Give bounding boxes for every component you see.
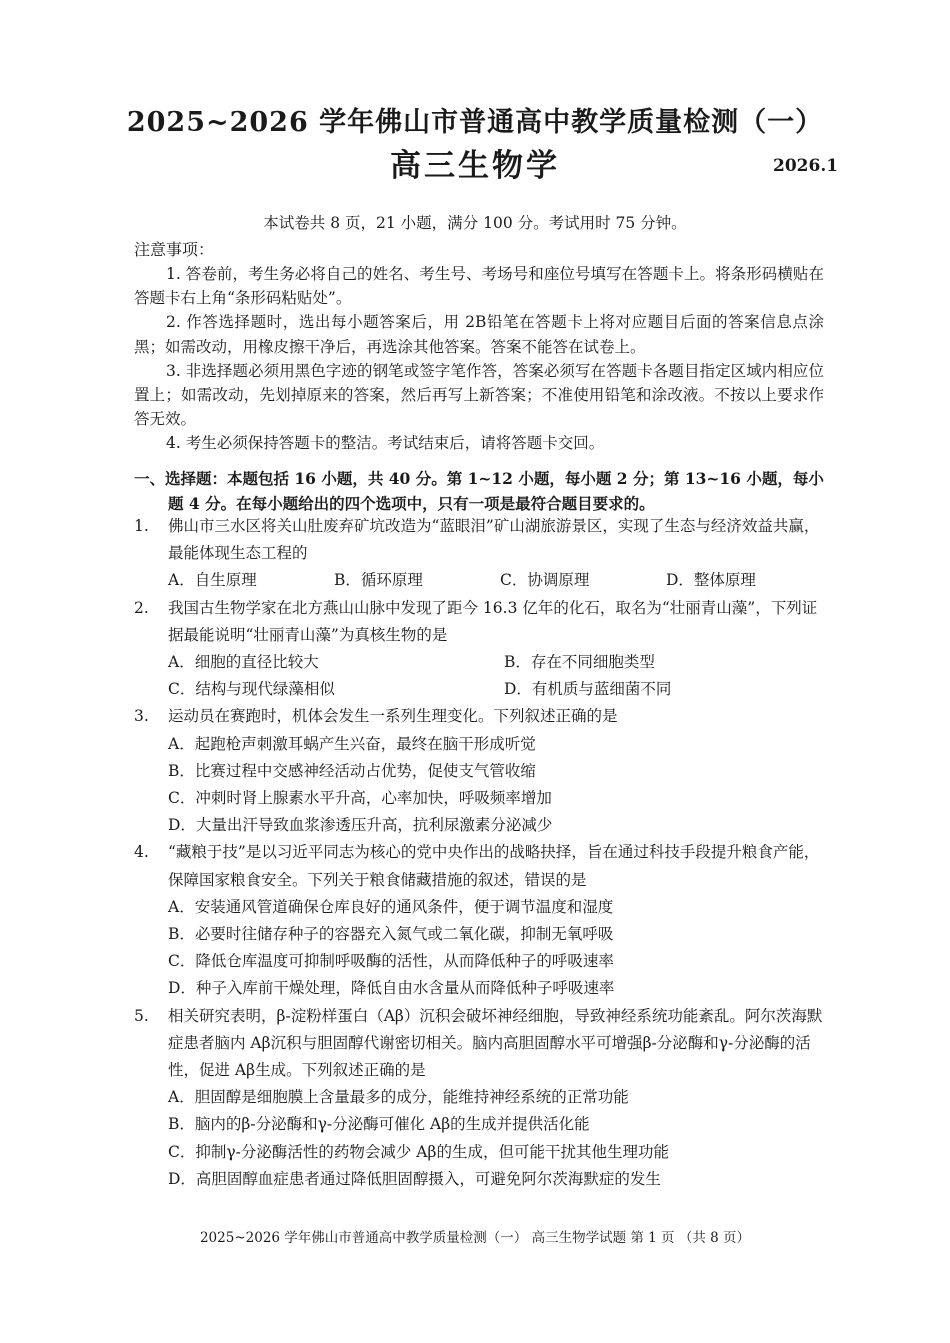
option-a: A．细胞的直径比较大 [168, 653, 319, 672]
note-item: 1. 答卷前，考生务必将自己的姓名、考生号、考场号和座位号填写在答题卡上。将条形码横贴在答题卡右上角“条形码粘贴处”。 [134, 265, 824, 308]
question-5 [134, 1003, 824, 1193]
option-c: C．冲刺时肾上腺素水平升高，心率加快，呼吸频率增加 [168, 789, 552, 808]
option-d: D．高胆固醇血症患者通过降低胆固醇摄入，可避免阿尔茨海默症的发生 [168, 1169, 661, 1188]
option-c: C．降低仓库温度可抑制呼吸酶的活性，从而降低种子的呼吸速率 [168, 952, 614, 971]
option-d: D．大量出汗导致血浆渗透压升高，抗利尿激素分泌减少 [168, 816, 553, 835]
question-3 [134, 703, 824, 839]
option-d: D．种子入库前干燥处理，降低自由水含量从而降低种子呼吸速率 [168, 979, 615, 998]
question-2 [134, 595, 824, 704]
question-stem: 相关研究表明，β-淀粉样蛋白（Aβ）沉积会破坏神经细胞，导致神经系统功能紊乱。阿尔茨海默症患者脑内 Aβ沉积与胆固醇代谢密切相关。脑内高胆固醇水平可增强β-分泌酶和γ-分泌酶的活性，促进 Aβ生成。下列叙述正确的是 [168, 1006, 823, 1080]
option-c: C．协调原理 [500, 571, 590, 590]
option-a: A．起跑枪声刺激耳蜗产生兴奋，最终在脑干形成听觉 [168, 734, 536, 753]
note-item: 2. 作答选择题时，选出每小题答案后，用 2B铅笔在答题卡上将对应题目后面的答案信息点涂黑；如需改动，用橡皮擦干净后，再选涂其他答案。答案不能答在试卷上。 [134, 313, 824, 356]
question-stem: 运动员在赛跑时，机体会发生一系列生理变化。下列叙述正确的是 [168, 707, 618, 726]
option-b: B．脑内的β-分泌酶和γ-分泌酶可催化 Aβ的生成并提供活化能 [168, 1115, 590, 1134]
option-d: D．有机质与蓝细菌不同 [504, 680, 672, 699]
option-a: A．安装通风管道确保仓库良好的通风条件，便于调节温度和湿度 [168, 897, 614, 916]
question-stem: 佛山市三水区将关山肚废弃矿坑改造为“蓝眼泪”矿山湖旅游景区，实现了生态与经济效益共赢，最能体现生态工程的 [168, 517, 820, 563]
question-number: 5. [134, 1006, 149, 1025]
note-item: 3. 非选择题必须用黑色字迹的钢笔或签字笔作答，答案必须写在答题卡各题目指定区域内相应位置上；如需改动，先划掉原来的答案，然后再写上新答案；不准使用铅笔和涂改液。不按以上要求作答无效。 [134, 361, 824, 429]
exam-title: 2025~2026 学年佛山市普通高中教学质量检测（一） [126, 107, 824, 138]
note-item: 4. 考生必须保持答题卡的整洁。考试结束后，请将答题卡交回。 [166, 434, 605, 453]
question-list [134, 513, 824, 1193]
question-number: 2. [134, 598, 149, 617]
exam-date: 2026.1 [773, 156, 839, 176]
question-4 [134, 839, 824, 1002]
section-heading: 一、选择题：本题包括 16 小题，共 40 分。第 1~12 小题，每小题 2 分；第 13~16 小题，每小题 4 分。在每小题给出的四个选项中，只有一项是最符合题目要求的。 [134, 469, 824, 513]
option-b: B．存在不同细胞类型 [504, 653, 655, 672]
question-number: 4. [134, 843, 149, 862]
question-stem: “藏粮于技”是以习近平同志为核心的党中央作出的战略抉择，旨在通过科技手段提升粮食产能，保障国家粮食安全。下列关于粮食储藏措施的叙述，错误的是 [168, 843, 820, 889]
option-b: B．必要时往储存种子的容器充入氮气或二氧化碳，抑制无氧呼吸 [168, 925, 614, 944]
option-a: A．胆固醇是细胞膜上含量最多的成分，能维持神经系统的正常功能 [168, 1088, 629, 1107]
option-b: B．比赛过程中交感神经活动占优势，促使支气管收缩 [168, 761, 536, 780]
option-d: D．整体原理 [666, 571, 756, 590]
question-number: 1. [134, 517, 149, 535]
question-number: 3. [134, 707, 149, 726]
option-b: B．循环原理 [334, 571, 423, 590]
notes-list [134, 262, 824, 456]
option-a: A．自生原理 [168, 571, 257, 590]
option-c: C．结构与现代绿藻相似 [168, 680, 335, 699]
option-c: C．抑制γ-分泌酶活性的药物会减少 Aβ的生成，但可能干扰其他生理功能 [168, 1142, 669, 1161]
question-stem: 我国古生物学家在北方燕山山脉中发现了距今 16.3 亿年的化石，取名为“壮丽青山藻”，下列证据最能说明“壮丽青山藻”为真核生物的是 [168, 598, 818, 644]
notes-heading: 注意事项： [134, 240, 215, 259]
question-1 [134, 513, 824, 595]
exam-info: 本试卷共 8 页，21 小题，满分 100 分。考试用时 75 分钟。 [263, 214, 687, 232]
subject-title: 高三生物学 [390, 148, 560, 184]
page-footer: 2025~2026 学年佛山市普通高中教学质量检测（一） 高三生物学试题 第 1 页 （共 8 页） [199, 1230, 751, 1246]
